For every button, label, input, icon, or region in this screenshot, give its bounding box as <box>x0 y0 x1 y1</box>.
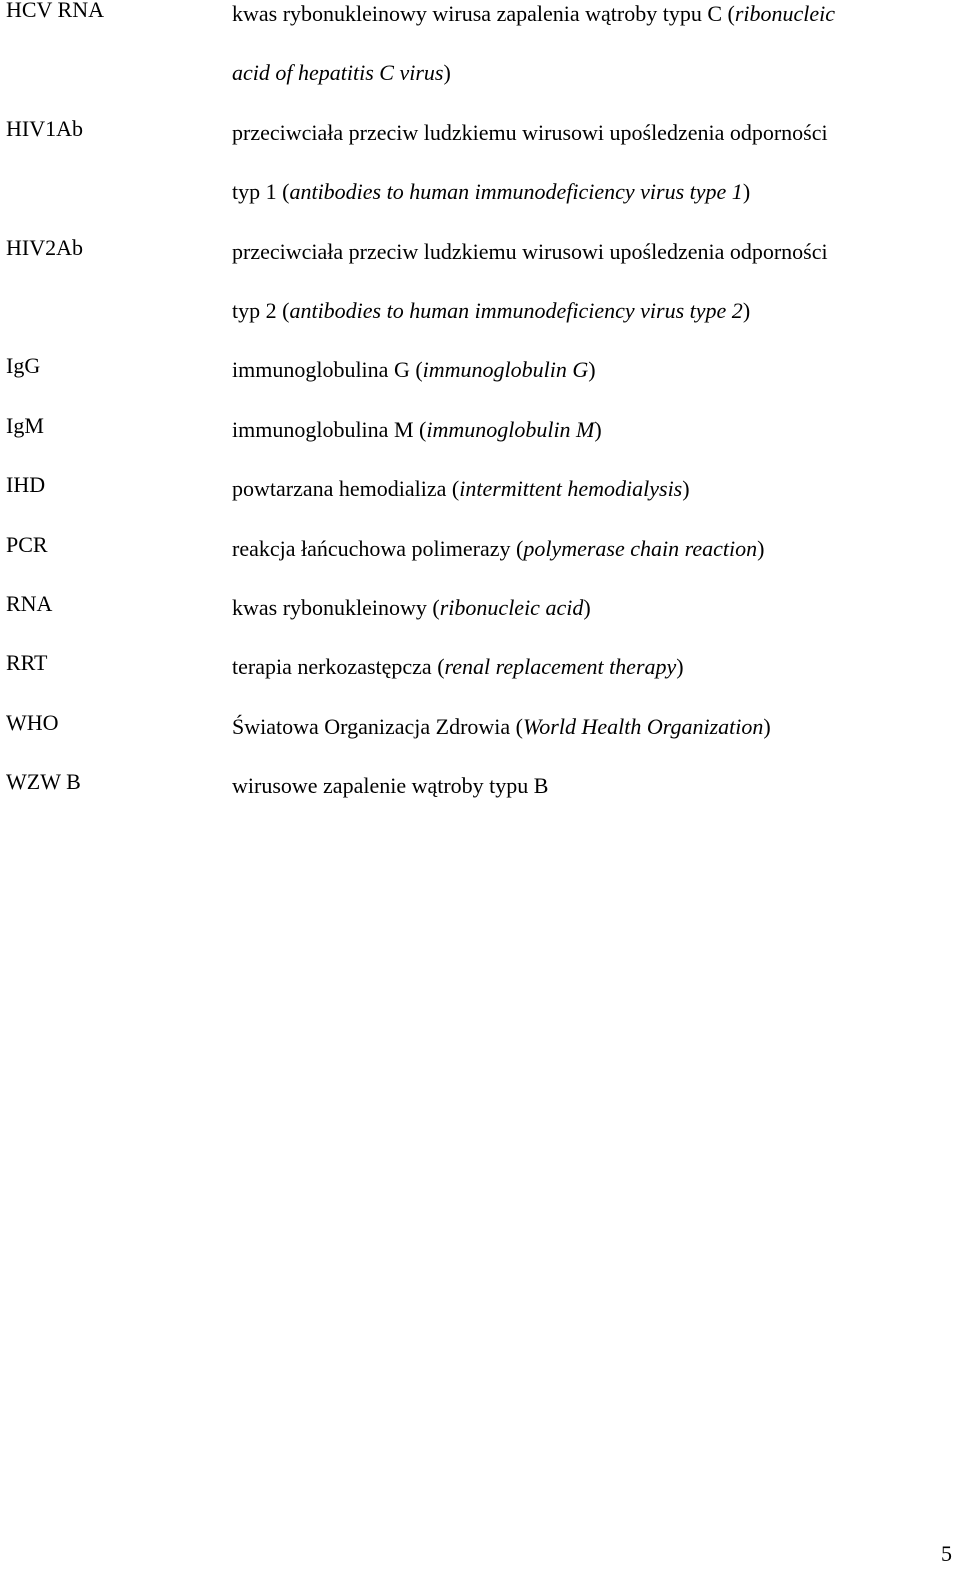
definition-polish-text: powtarzana hemodializa ( <box>232 476 460 502</box>
definition-line <box>232 297 936 356</box>
definition-english-text: polymerase chain reaction <box>523 535 758 561</box>
abbreviation-term <box>6 115 232 143</box>
definition-closing-text: ) <box>443 60 451 86</box>
definition-english-text: intermittent hemodialysis <box>459 476 683 502</box>
page-number: 5 <box>941 1541 952 1566</box>
abbreviation-entry <box>6 234 936 357</box>
abbreviation-entry <box>6 412 936 475</box>
abbreviation-entry <box>6 115 936 238</box>
definition-english-text: World Health Organization <box>522 713 764 739</box>
definition-line <box>232 119 936 178</box>
definition-polish-text: typ 2 ( <box>232 297 290 323</box>
abbreviation-term <box>6 769 232 796</box>
definition-line <box>232 59 936 118</box>
definition-english-text: renal replacement therapy <box>444 654 677 680</box>
abbreviation-term <box>6 0 232 24</box>
definition-line <box>232 772 936 831</box>
definition-closing-text: ) <box>682 476 690 502</box>
definition-polish-text: kwas rybonukleinowy ( <box>232 594 440 620</box>
definition-line <box>232 713 936 772</box>
abbreviation-term-text: HIV2Ab <box>6 234 83 260</box>
definition-english-text: immunoglobulin M <box>426 416 595 442</box>
definition-english-text: acid of hepatitis C virus <box>232 60 444 86</box>
definition-line <box>232 0 936 59</box>
definition-line-text <box>232 713 771 741</box>
definition-polish-text: Światowa Organizacja Zdrowia ( <box>232 713 523 739</box>
definition-line-text <box>232 119 828 147</box>
definition-line-text <box>232 653 684 681</box>
definition-line-text <box>232 297 750 325</box>
abbreviation-term-text: IgG <box>6 353 41 379</box>
abbreviation-term <box>6 412 232 440</box>
definition-closing-text: ) <box>757 535 765 561</box>
definition-line-text <box>232 475 690 503</box>
definition-line <box>232 594 936 653</box>
definition-polish-text: przeciwciała przeciw ludzkiemu wirusowi upośledzenia odporności <box>232 238 828 264</box>
definition-line-text <box>232 0 835 28</box>
abbreviation-term <box>6 590 232 618</box>
definition-line-text <box>232 535 764 563</box>
definition-closing-text: ) <box>742 297 751 323</box>
abbreviation-entry <box>6 590 936 653</box>
definition-line-text <box>232 416 602 444</box>
definition-polish-text: immunoglobulina M ( <box>232 416 427 442</box>
definition-line-text <box>232 59 451 87</box>
abbreviation-entry <box>6 709 936 772</box>
definition-closing-text: ) <box>583 594 591 620</box>
definition-closing-text: ) <box>676 654 684 680</box>
abbreviation-term-text: HIV1Ab <box>6 115 83 141</box>
abbreviation-entry <box>6 353 936 415</box>
definition-closing-text: ) <box>742 179 751 205</box>
definition-line-text <box>232 594 591 622</box>
abbreviation-definition <box>232 416 936 475</box>
definition-polish-text: immunoglobulina G ( <box>232 357 423 383</box>
abbreviation-definition <box>232 594 936 653</box>
abbreviation-term-text: IgM <box>6 412 44 438</box>
abbreviation-definition <box>232 653 936 712</box>
definition-line <box>232 416 936 475</box>
abbreviation-entry <box>6 769 936 831</box>
abbreviation-term <box>6 353 232 380</box>
definition-polish-text: kwas rybonukleinowy wirusa zapalenia wątroby typu C ( <box>232 1 735 26</box>
definition-english-text: ribonucleic acid <box>439 594 584 620</box>
definition-line-text <box>232 238 828 266</box>
definition-line-text <box>232 356 596 384</box>
definition-english-text: antibodies to human immunodeficiency virus type 2 <box>289 297 743 323</box>
definition-english-text: ribonucleic <box>734 1 836 26</box>
abbreviation-definition <box>232 772 936 831</box>
abbreviation-term-text: RNA <box>6 590 53 616</box>
abbreviation-definition <box>232 119 936 238</box>
definition-polish-text: typ 1 ( <box>232 179 290 205</box>
abbreviation-entry <box>6 650 936 712</box>
abbreviation-term <box>6 531 232 559</box>
definition-english-text: immunoglobulin G <box>422 357 589 383</box>
definition-line <box>232 356 936 415</box>
definition-line <box>232 475 936 534</box>
definition-polish-text: reakcja łańcuchowa polimerazy ( <box>232 535 524 561</box>
abbreviation-term-text: RRT <box>6 650 48 676</box>
abbreviation-definition <box>232 535 936 594</box>
abbreviation-list <box>6 0 936 831</box>
definition-polish-text: wirusowe zapalenie wątroby typu B <box>232 773 549 799</box>
definition-line-text <box>232 772 548 800</box>
definition-line <box>232 238 936 297</box>
abbreviation-term-text: WHO <box>6 709 59 735</box>
definition-closing-text: ) <box>588 357 596 383</box>
definition-line <box>232 178 936 237</box>
definition-english-text: antibodies to human immunodeficiency virus type 1 <box>289 179 743 205</box>
definition-polish-text: przeciwciała przeciw ludzkiemu wirusowi upośledzenia odporności <box>232 119 828 145</box>
abbreviation-term <box>6 650 232 677</box>
abbreviation-term <box>6 472 232 499</box>
abbreviation-term-text: WZW B <box>6 769 81 795</box>
definition-line <box>232 653 936 712</box>
definition-line-text <box>232 178 750 206</box>
abbreviation-term <box>6 709 232 737</box>
abbreviation-entry <box>6 472 936 534</box>
definition-line <box>232 535 936 594</box>
definition-closing-text: ) <box>763 713 771 739</box>
abbreviation-term-text: PCR <box>6 531 48 557</box>
abbreviation-definition <box>232 713 936 772</box>
abbreviation-entry <box>6 531 936 594</box>
definition-polish-text: terapia nerkozastępcza ( <box>232 654 445 680</box>
abbreviation-term-text: IHD <box>6 472 46 498</box>
abbreviation-term <box>6 234 232 262</box>
abbreviation-definition <box>232 0 936 119</box>
abbreviation-definition <box>232 475 936 534</box>
abbreviation-entry <box>6 0 936 119</box>
abbreviation-definition <box>232 356 936 415</box>
abbreviation-definition <box>232 238 936 357</box>
definition-closing-text: ) <box>594 416 602 442</box>
abbreviation-term-text: HCV RNA <box>6 0 105 22</box>
